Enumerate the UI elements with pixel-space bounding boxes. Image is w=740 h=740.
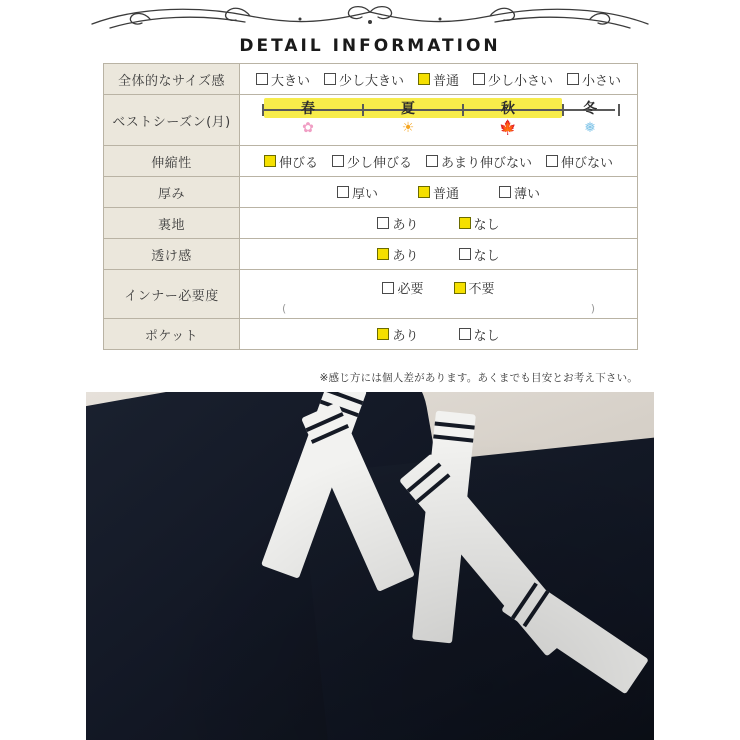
maple-leaf-icon: 🍁 <box>499 120 517 136</box>
option-label: 必要 <box>397 282 424 297</box>
product-photo <box>86 392 654 740</box>
row-label-season: ベストシーズン(月) <box>104 95 240 146</box>
option-label: あり <box>392 328 419 344</box>
option-label: なし <box>473 217 500 233</box>
option-label: 少し大きい <box>338 73 404 89</box>
checkbox-unchecked-icon[interactable] <box>324 73 336 85</box>
option-stretch-slight[interactable] <box>332 152 412 171</box>
table-row <box>104 177 638 208</box>
checkbox-checked-icon[interactable] <box>459 217 471 229</box>
option-label: 小さい <box>582 73 622 89</box>
option-thickness-thin[interactable] <box>499 183 540 202</box>
option-thickness-thick[interactable] <box>337 183 378 202</box>
season-scale <box>240 95 637 145</box>
season-label-autumn: 秋 <box>501 101 515 117</box>
option-sheerness-no[interactable] <box>459 245 500 264</box>
row-label-inner: インナー必要度 <box>104 270 240 319</box>
checkbox-unchecked-icon[interactable] <box>382 282 394 294</box>
table-row <box>104 146 638 177</box>
table-row <box>104 208 638 239</box>
disclaimer-note: ※感じ方には個人差があります。あくまでも目安とお考え下さい。 <box>319 372 638 384</box>
checkbox-checked-icon[interactable] <box>377 248 389 260</box>
checkbox-unchecked-icon[interactable] <box>426 155 438 167</box>
table-row <box>104 64 638 95</box>
option-sheerness-yes[interactable] <box>377 245 418 264</box>
row-label-size: 全体的なサイズ感 <box>104 64 240 95</box>
checkbox-unchecked-icon[interactable] <box>459 248 471 260</box>
option-label: なし <box>473 328 500 344</box>
option-label: 伸びる <box>278 155 318 171</box>
checkbox-unchecked-icon[interactable] <box>459 328 471 340</box>
checkbox-unchecked-icon[interactable] <box>256 73 268 85</box>
season-tick <box>562 104 564 116</box>
inner-note-open-paren: ( <box>282 302 287 315</box>
row-label-lining: 裏地 <box>104 208 240 239</box>
checkbox-checked-icon[interactable] <box>418 73 430 85</box>
season-tick <box>362 104 364 116</box>
season-tick <box>462 104 464 116</box>
option-label: 薄い <box>514 186 541 202</box>
option-label: 普通 <box>432 73 459 89</box>
floral-divider-icon <box>0 2 740 36</box>
checkbox-unchecked-icon[interactable] <box>337 186 349 198</box>
detail-table <box>103 63 638 350</box>
row-label-stretch: 伸縮性 <box>104 146 240 177</box>
option-label: あり <box>392 248 419 264</box>
option-stretch-none[interactable] <box>546 152 613 171</box>
option-size-small[interactable] <box>567 70 621 89</box>
option-label: あまり伸びない <box>441 155 533 171</box>
option-size-slightly-small[interactable] <box>473 70 553 89</box>
row-value-size <box>240 64 638 95</box>
checkbox-unchecked-icon[interactable] <box>332 155 344 167</box>
snowflake-icon: ❅ <box>584 120 596 136</box>
option-label: 大きい <box>270 73 310 89</box>
checkbox-checked-icon[interactable] <box>418 186 430 198</box>
row-label-pocket: ポケット <box>104 319 240 350</box>
option-stretch-yes[interactable] <box>264 152 318 171</box>
flower-icon: ✿ <box>302 120 314 136</box>
option-label: 少し伸びる <box>346 155 412 171</box>
option-label: 伸びない <box>561 155 614 171</box>
row-label-thickness: 厚み <box>104 177 240 208</box>
checkbox-checked-icon[interactable] <box>377 328 389 340</box>
option-lining-no[interactable] <box>459 214 500 233</box>
option-label: 普通 <box>432 186 459 202</box>
season-label-winter: 冬 <box>583 101 597 117</box>
option-lining-yes[interactable] <box>377 214 418 233</box>
row-value-stretch <box>240 146 638 177</box>
option-stretch-little[interactable] <box>426 152 532 171</box>
checkbox-checked-icon[interactable] <box>264 155 276 167</box>
row-value-pocket <box>240 319 638 350</box>
row-label-sheerness: 透け感 <box>104 239 240 270</box>
row-value-inner <box>240 270 638 319</box>
table-row <box>104 95 638 146</box>
checkbox-unchecked-icon[interactable] <box>546 155 558 167</box>
option-label: 少し小さい <box>488 73 554 89</box>
option-size-normal[interactable] <box>418 70 459 89</box>
table-row <box>104 319 638 350</box>
option-size-large[interactable] <box>256 70 310 89</box>
option-inner-needed[interactable] <box>382 278 423 297</box>
option-size-slightly-large[interactable] <box>324 70 404 89</box>
checkbox-unchecked-icon[interactable] <box>567 73 579 85</box>
option-inner-not-needed[interactable] <box>454 278 495 297</box>
page-title: DETAIL INFORMATION <box>239 36 501 56</box>
inner-note-close-paren: ) <box>590 302 595 315</box>
option-label: 不要 <box>468 282 495 297</box>
option-label: 厚い <box>351 186 378 202</box>
checkbox-unchecked-icon[interactable] <box>473 73 485 85</box>
option-label: なし <box>473 248 500 264</box>
row-value-thickness <box>240 177 638 208</box>
table-row <box>104 239 638 270</box>
season-tick <box>262 104 264 116</box>
option-thickness-normal[interactable] <box>418 183 459 202</box>
option-label: あり <box>392 217 419 233</box>
season-label-spring: 春 <box>301 101 315 117</box>
row-value-season <box>240 95 638 146</box>
row-value-lining <box>240 208 638 239</box>
season-tick <box>618 104 620 116</box>
option-pocket-no[interactable] <box>459 325 500 344</box>
row-value-sheerness <box>240 239 638 270</box>
checkbox-unchecked-icon[interactable] <box>499 186 511 198</box>
checkbox-unchecked-icon[interactable] <box>377 217 389 229</box>
sun-icon: ☀ <box>401 120 415 136</box>
option-pocket-yes[interactable] <box>377 325 418 344</box>
checkbox-checked-icon[interactable] <box>454 282 466 294</box>
season-label-summer: 夏 <box>401 101 415 117</box>
table-row <box>104 270 638 319</box>
